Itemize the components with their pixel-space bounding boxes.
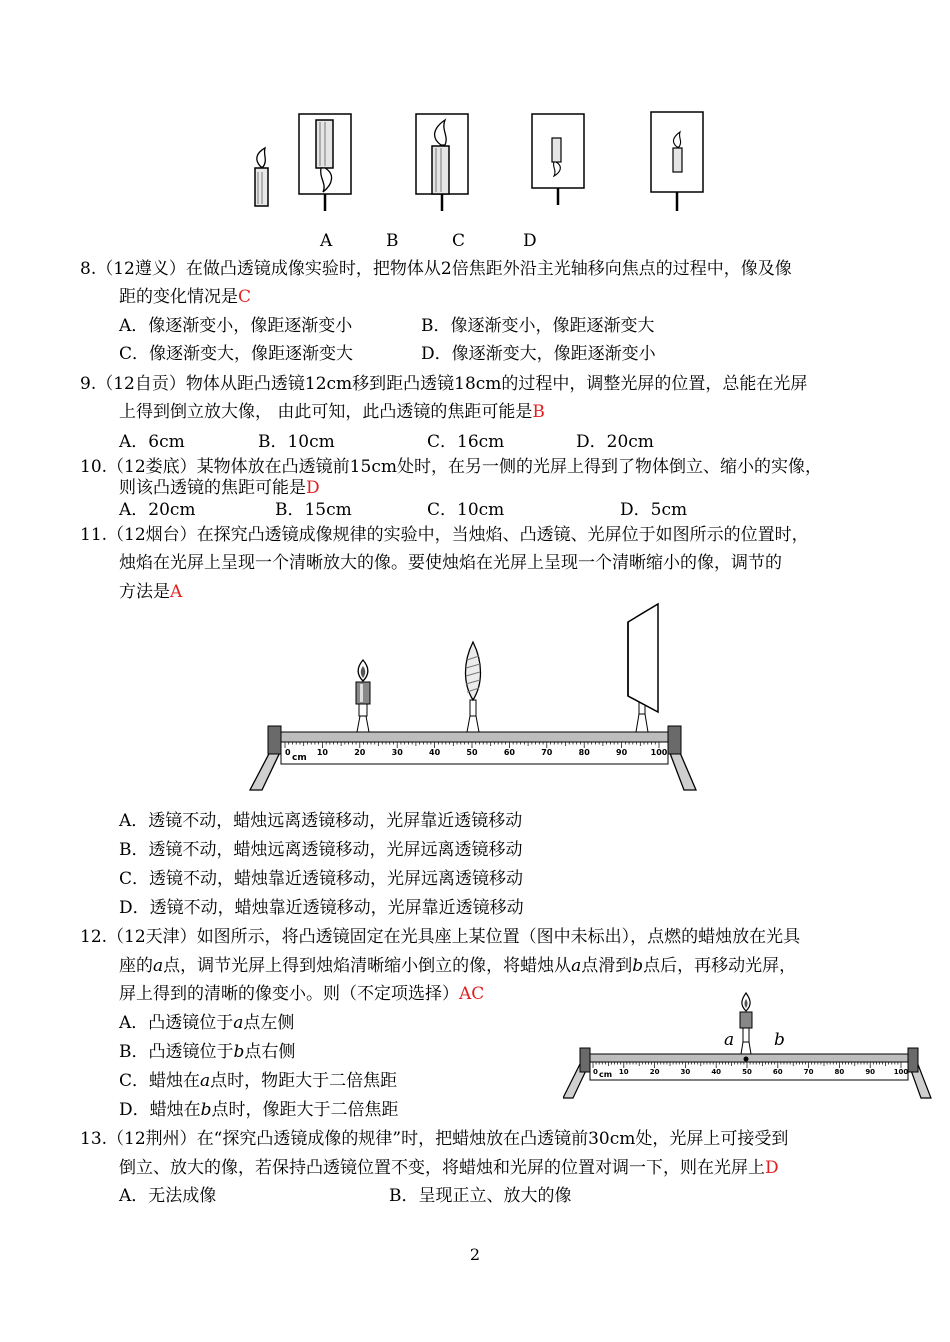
object-candle [255, 148, 268, 206]
q11-tick-label: 80 [578, 748, 590, 757]
q8-option-c: C．像逐渐变大，像距逐渐变大 [119, 344, 354, 364]
q10-option-b: B．15cm [275, 500, 352, 520]
q12-stem-line3: 屏上得到的清晰的像变小。则（不定项选择）AC [119, 984, 485, 1004]
q12-tick-label: 100 [893, 1068, 909, 1076]
q11-option-c: C．透镜不动，蜡烛靠近透镜移动，光屏远离透镜移动 [119, 869, 524, 889]
q11-tick-label: 0 [285, 748, 291, 757]
q9-option-b: B．10cm [258, 432, 335, 452]
q12-point-a-label: a [724, 1030, 735, 1050]
q11-option-a: A．透镜不动，蜡烛远离透镜移动，光屏靠近透镜移动 [119, 811, 523, 831]
q12-tick-label: 60 [772, 1068, 783, 1076]
q8-stem-line2: 距的变化情况是C [119, 287, 252, 307]
q10-stem-line2: 则该凸透镜的焦距可能是D [119, 478, 320, 498]
q11-optical-bench-figure [248, 600, 698, 794]
q12-answer: AC [459, 984, 485, 1004]
bench-right-end [908, 1048, 918, 1072]
page-number: 2 [469, 1245, 481, 1264]
q11-tick-label: 20 [354, 748, 366, 757]
q11-tick-label: 10 [316, 748, 328, 757]
q10-stem-line1: 10.（12娄底）某物体放在凸透镜前15cm处时，在另一侧的光屏上得到了物体倒立、缩小的实像， [80, 457, 822, 477]
q13-stem-line2: 倒立、放大的像，若保持凸透镜位置不变，将蜡烛和光屏的位置对调一下，则在光屏上D [119, 1158, 779, 1178]
q11-stem-line1: 11.（12烟台）在探究凸透镜成像规律的实验中，当烛焰、凸透镜、光屏位于如图所示的位置时， [80, 525, 809, 545]
q12-option-a: A．凸透镜位于a点左侧 [119, 1013, 295, 1033]
q12-tick-label: 10 [618, 1068, 629, 1076]
q12-point-b-label: b [774, 1030, 785, 1050]
lens-holder [466, 642, 481, 732]
bench-rail [281, 732, 668, 742]
q12-tick-label: 40 [711, 1068, 722, 1076]
q13-option-a: A．无法成像 [119, 1186, 217, 1206]
q12-stem-line2: 座的a点，调节光屏上得到烛焰清晰缩小倒立的像，将蜡烛从a点滑到b点后，再移动光屏， [119, 956, 797, 976]
figure1-label-a: A [320, 231, 333, 251]
image-option-b [416, 114, 468, 211]
q9-stem-line2: 上得到倒立放大像， 由此可知，此凸透镜的焦距可能是B [119, 402, 545, 422]
bench-unit-label: cm [292, 753, 307, 763]
q8-option-a: A．像逐渐变小，像距逐渐变小 [119, 316, 353, 336]
q12-tick-label: 0 [593, 1068, 598, 1076]
q12-tick-label: 70 [803, 1068, 814, 1076]
screen-holder [628, 604, 658, 732]
q12-tick-label: 20 [649, 1068, 660, 1076]
q8-option-d: D．像逐渐变大，像距逐渐变小 [421, 344, 656, 364]
q13-stem-line1: 13.（12荆州）在“探究凸透镜成像的规律”时，把蜡烛放在凸透镜前30cm处，光屏上可接受到 [80, 1129, 789, 1149]
q13-option-b: B．呈现正立、放大的像 [389, 1186, 572, 1206]
figure1-label-b: B [386, 231, 399, 251]
q12-option-d: D．蜡烛在b点时，像距大于二倍焦距 [119, 1100, 399, 1120]
q9-stem-line1: 9.（12自贡）物体从距凸透镜12cm移到距凸透镜18cm的过程中，调整光屏的位置，总能在光屏 [80, 374, 808, 394]
q13-answer: D [765, 1158, 779, 1178]
candle-holder [356, 660, 370, 732]
q12-option-c: C．蜡烛在a点时，物距大于二倍焦距 [119, 1071, 398, 1091]
q12-stem-line1: 12.（12天津）如图所示，将凸透镜固定在光具座上某位置（图中未标出），点燃的蜡烛放在光具 [80, 927, 801, 947]
bench-left-end [580, 1048, 590, 1072]
candle-images-figure [245, 108, 705, 220]
q11-stem-line3: 方法是A [119, 582, 183, 602]
candle-holder [740, 993, 752, 1062]
q11-tick-label: 50 [466, 748, 478, 757]
q11-stem-line2: 烛焰在光屏上呈现一个清晰放大的像。要使烛焰在光屏上呈现一个清晰缩小的像，调节的 [119, 553, 782, 573]
q10-option-c: C．10cm [427, 500, 505, 520]
figure1-label-c: C [452, 231, 466, 251]
q8-answer: C [238, 287, 252, 307]
q12-tick-label: 90 [865, 1068, 876, 1076]
q12-tick-label: 80 [834, 1068, 845, 1076]
bench-unit-label: cm [599, 1070, 613, 1079]
q10-option-d: D．5cm [620, 500, 688, 520]
figure1-label-d: D [523, 231, 537, 251]
q10-answer: D [306, 478, 320, 498]
q11-option-d: D．透镜不动，蜡烛靠近透镜移动，光屏靠近透镜移动 [119, 898, 524, 918]
q11-tick-label: 70 [541, 748, 553, 757]
q9-answer: B [532, 402, 545, 422]
q9-option-d: D．20cm [576, 432, 654, 452]
q12-option-b: B．凸透镜位于b点右侧 [119, 1042, 296, 1062]
bench-right-end [668, 726, 681, 754]
q11-answer: A [170, 582, 183, 602]
image-option-a [299, 114, 351, 211]
q9-option-a: A．6cm [119, 432, 185, 452]
q12-tick-label: 30 [680, 1068, 691, 1076]
q8-option-b: B．像逐渐变小，像距逐渐变大 [421, 316, 655, 336]
bench-left-end [268, 726, 281, 754]
image-option-d [651, 112, 703, 211]
image-option-c [532, 114, 584, 205]
q10-option-a: A．20cm [119, 500, 196, 520]
q11-tick-label: 60 [503, 748, 515, 757]
q12-tick-label: 50 [742, 1068, 752, 1076]
q11-option-b: B．透镜不动，蜡烛远离透镜移动，光屏远离透镜移动 [119, 840, 523, 860]
q9-option-c: C．16cm [427, 432, 505, 452]
q11-tick-label: 90 [616, 748, 628, 757]
bench-rail [590, 1054, 908, 1062]
q8-stem-line1: 8.（12遵义）在做凸透镜成像实验时，把物体从2倍焦距外沿主光轴移向焦点的过程中，像及像 [80, 259, 792, 279]
q12-optical-bench-figure [563, 990, 933, 1102]
q11-tick-label: 100 [650, 748, 668, 757]
q11-tick-label: 40 [429, 748, 441, 757]
q11-tick-label: 30 [391, 748, 403, 757]
